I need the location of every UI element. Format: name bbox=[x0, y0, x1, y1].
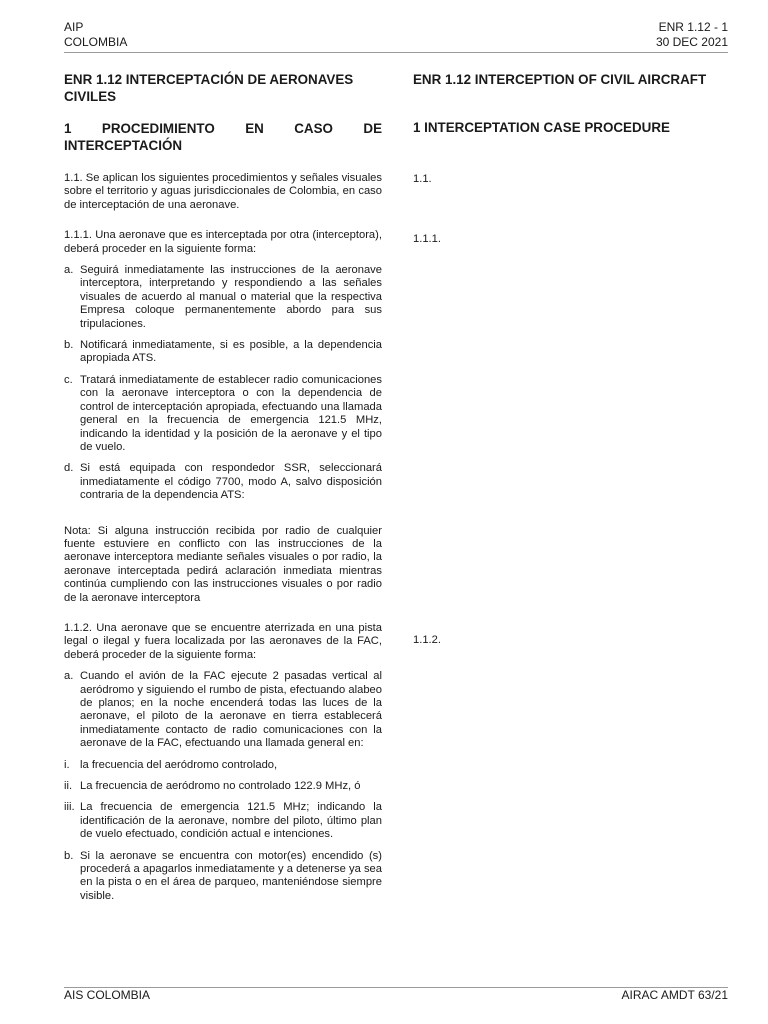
header-page-ref: ENR 1.12 - 1 bbox=[658, 20, 728, 34]
es-paragraph-1-1: 1.1. Se aplican los siguientes procedimientos y señales visuales sobre el territorio y aguas jurisdiccionales de Colombia, en caso de interceptación de una aeronave. bbox=[64, 172, 382, 211]
spanish-column bbox=[64, 72, 382, 911]
list-text: La frecuencia de emergencia 121.5 MHz; indicando la identificación de la aeronave, nombre del piloto, último plan de vuelo efectuado, condición actual e intenciones. bbox=[80, 801, 382, 841]
list-text: La frecuencia de aeródromo no controlado 122.9 MHz, ó bbox=[80, 780, 361, 793]
list-marker: b. bbox=[64, 849, 74, 862]
list-item bbox=[64, 374, 382, 454]
list-marker: a. bbox=[64, 264, 74, 277]
list-marker: c. bbox=[64, 373, 73, 386]
list-marker: i. bbox=[64, 758, 70, 771]
header-country: COLOMBIA bbox=[64, 35, 128, 49]
footer-amendment: AIRAC AMDT 63/21 bbox=[621, 988, 728, 1002]
header-date: 30 DEC 2021 bbox=[655, 35, 728, 49]
es-section-heading: 1 PROCEDIMIENTO EN CASO DE INTERCEPTACIÓN bbox=[64, 121, 382, 153]
list-item bbox=[64, 801, 382, 841]
en-section-heading: 1 INTERCEPTATION CASE PROCEDURE bbox=[413, 119, 670, 135]
list-text: Si la aeronave se encuentra con motor(es) encendido (s) procederá a apagarlos inmediatamente y a detenerse ya sea en la pista o en el área de parqueo, manteniéndose siempre visible. bbox=[80, 849, 382, 902]
es-list-1 bbox=[64, 264, 382, 503]
page-header-left bbox=[64, 20, 127, 50]
page-header-right bbox=[656, 20, 728, 50]
list-text: Tratará inmediatamente de establecer radio comunicaciones con la aeronave interceptora o con la dependencia de control de interceptación apropiada, efectuando una llamada general en la frecuencia de emergencia 121.5 MHz, indicando la identidad y la posición de la aeronave y el tipo de vuelo. bbox=[80, 373, 382, 453]
list-marker: b. bbox=[64, 339, 74, 352]
list-item bbox=[64, 670, 382, 750]
es-paragraph-1-1-2: 1.1.2. Una aeronave que se encuentre aterrizada en una pista legal o ilegal y fuera localizada por las aeronaves de la FAC, deberá proceder de la siguiente forma: bbox=[64, 621, 382, 661]
en-paragraph-1-1-1: 1.1.1. bbox=[413, 233, 441, 245]
list-text: la frecuencia del aeródromo controlado, bbox=[80, 758, 278, 771]
footer-publisher: AIS COLOMBIA bbox=[64, 988, 151, 1002]
list-item bbox=[64, 780, 382, 793]
list-marker: a. bbox=[64, 670, 74, 683]
list-marker: ii. bbox=[64, 780, 73, 793]
english-column bbox=[413, 72, 733, 646]
en-paragraph-1-1-2: 1.1.2. bbox=[413, 634, 441, 646]
list-text: Cuando el avión de la FAC ejecute 2 pasadas vertical al aeródromo y siguiendo el rumbo de pista, efectuando alabeo de planos; en la noche encenderá todas las luces de la aeronave, el piloto de la aeronave en tierra establecerá inmediatamente contacto de radio comunicaciones con la aeronave de la FAC, efectuando una llamada general en: bbox=[80, 670, 382, 750]
es-note: Nota: Si alguna instrucción recibida por radio de cualquier fuente estuviere en conflicto con las instrucciones de la aeronave interceptora mediante señales visuales o por radio, la aeronave interceptada pedirá aclaración inmediata mientras continúa cumpliendo con las instrucciones visuales o por radio de la aeronave interceptora bbox=[64, 524, 382, 604]
list-item bbox=[64, 462, 382, 502]
es-paragraph-1-1-1: 1.1.1. Una aeronave que es interceptada por otra (interceptora), deberá proceder en la siguiente forma: bbox=[64, 229, 382, 255]
list-text: Seguirá inmediatamente las instrucciones de la aeronave interceptora, interpretando y respondiendo a las señales visuales de acuerdo al manual o material que la respectiva Empresa coloque permanentemente abordo para sus tripulaciones. bbox=[80, 264, 382, 330]
list-item bbox=[64, 759, 382, 772]
en-title: ENR 1.12 INTERCEPTION OF CIVIL AIRCRAFT bbox=[413, 72, 707, 87]
list-marker: iii. bbox=[64, 801, 75, 814]
list-item bbox=[64, 339, 382, 366]
list-item bbox=[64, 850, 382, 904]
list-item bbox=[64, 264, 382, 331]
list-marker: d. bbox=[64, 462, 74, 475]
list-text: Si está equipada con respondedor SSR, seleccionará inmediatamente el código 7700, modo A, salvo disposición contraria de la dependencia ATS: bbox=[80, 462, 382, 502]
header-rule bbox=[64, 52, 728, 53]
header-aip: AIP bbox=[64, 20, 84, 34]
es-list-2 bbox=[64, 670, 382, 903]
es-title: ENR 1.12 INTERCEPTACIÓN DE AERONAVES CIVILES bbox=[64, 72, 354, 104]
list-text: Notificará inmediatamente, si es posible, a la dependencia apropiada ATS. bbox=[80, 339, 382, 365]
en-paragraph-1-1: 1.1. bbox=[413, 173, 432, 185]
